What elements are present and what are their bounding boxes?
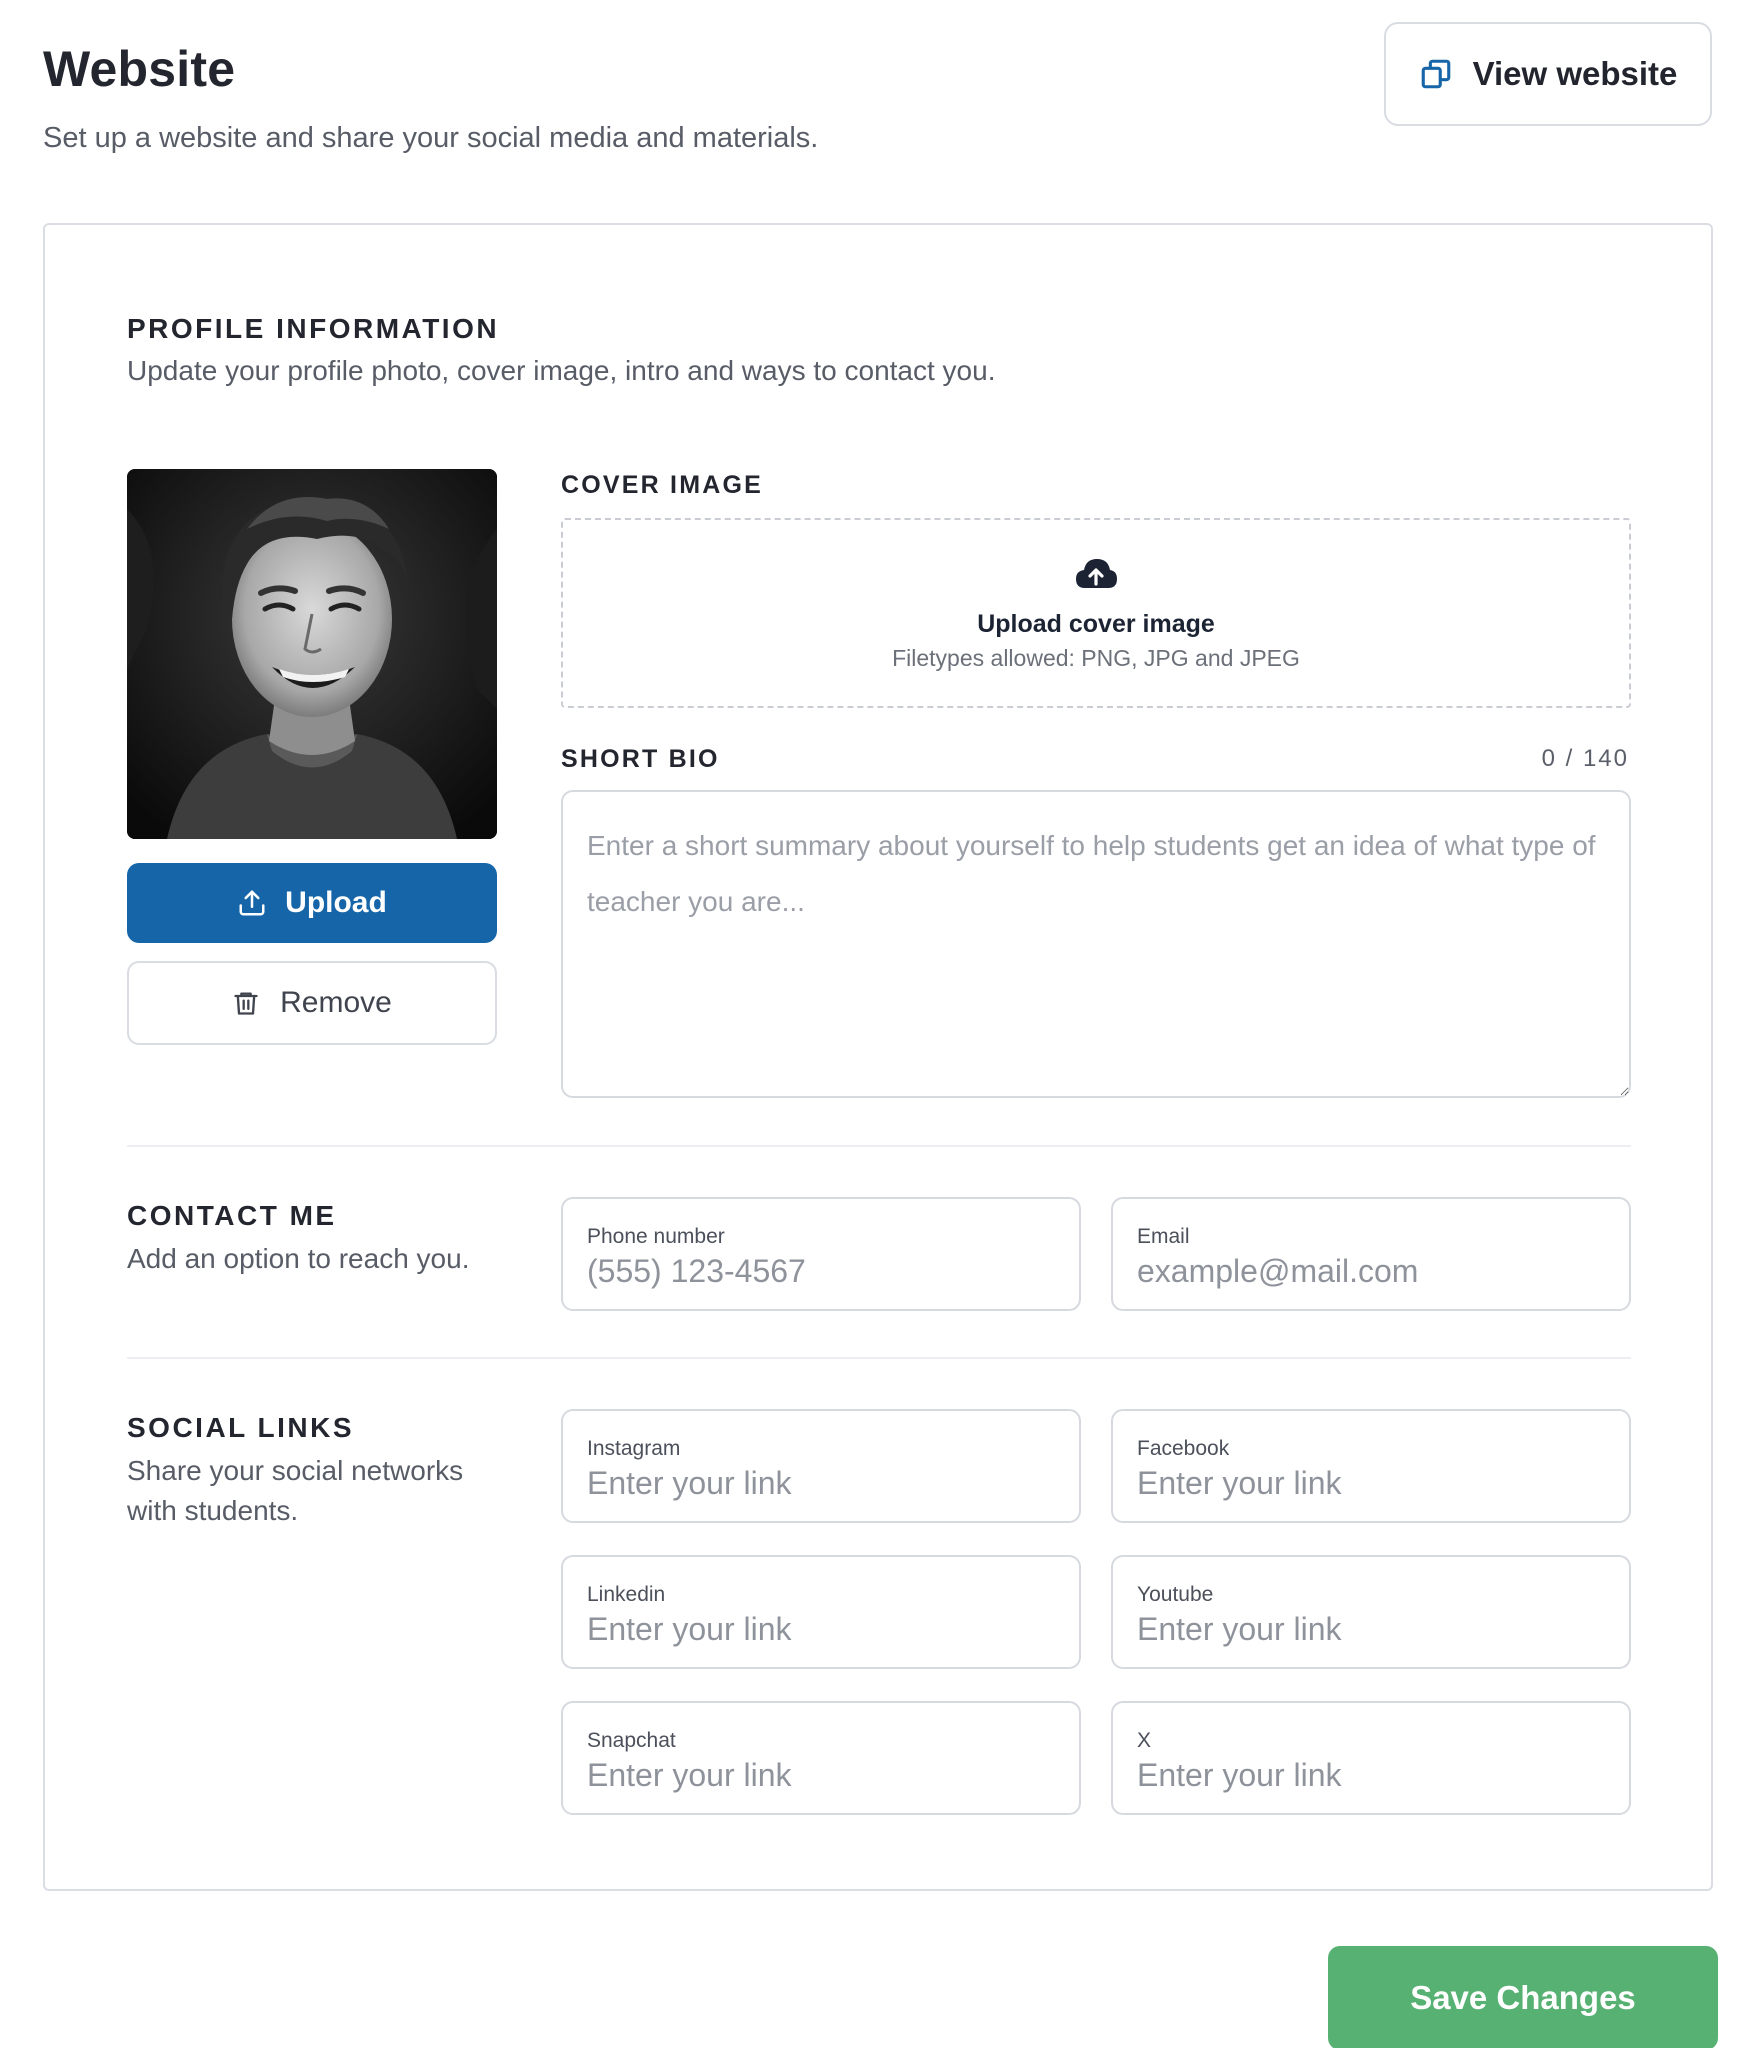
external-link-icon [1419, 57, 1453, 91]
upload-icon [237, 888, 267, 918]
x-field[interactable] [1111, 1701, 1631, 1815]
snapchat-input[interactable] [587, 1757, 1055, 1794]
bio-character-counter: 0 / 140 [1541, 745, 1629, 772]
snapchat-field[interactable] [561, 1701, 1081, 1815]
page-title: Website [43, 41, 236, 97]
save-changes-button[interactable]: Save Changes [1328, 1946, 1718, 2048]
profile-photo [127, 469, 497, 839]
facebook-label: Facebook [1137, 1437, 1230, 1460]
phone-number-label: Phone number [587, 1225, 725, 1248]
short-bio-label: SHORT BIO [561, 745, 720, 773]
instagram-field[interactable] [561, 1409, 1081, 1523]
short-bio-textarea[interactable] [561, 790, 1631, 1098]
instagram-input[interactable] [587, 1465, 1055, 1502]
x-label: X [1137, 1729, 1152, 1752]
phone-number-input[interactable] [587, 1253, 1055, 1290]
cover-image-dropzone[interactable] [561, 518, 1631, 708]
instagram-label: Instagram [587, 1437, 681, 1460]
view-website-button[interactable] [1384, 22, 1712, 126]
trash-icon [232, 989, 260, 1017]
linkedin-input[interactable] [587, 1611, 1055, 1648]
remove-label: Remove [280, 986, 392, 1019]
cover-image-label: COVER IMAGE [561, 471, 763, 499]
upload-photo-button[interactable] [127, 863, 497, 943]
section-divider [127, 1357, 1631, 1359]
contact-section-label: CONTACT ME [127, 1200, 337, 1231]
contact-section-description: Add an option to reach you. [127, 1243, 470, 1274]
upload-label: Upload [285, 886, 387, 919]
youtube-label: Youtube [1137, 1583, 1214, 1606]
section-divider [127, 1145, 1631, 1147]
remove-photo-button[interactable] [127, 961, 497, 1045]
youtube-input[interactable] [1137, 1611, 1605, 1648]
youtube-field[interactable] [1111, 1555, 1631, 1669]
cloud-upload-icon [1074, 556, 1118, 592]
page-subtitle: Set up a website and share your social media and materials. [43, 122, 819, 154]
facebook-field[interactable] [1111, 1409, 1631, 1523]
snapchat-label: Snapchat [587, 1729, 676, 1752]
profile-section-label: PROFILE INFORMATION [127, 313, 500, 344]
social-section-label: SOCIAL LINKS [127, 1412, 355, 1443]
x-input[interactable] [1137, 1757, 1605, 1794]
cover-upload-title: Upload cover image [977, 610, 1215, 638]
view-website-label: View website [1472, 55, 1678, 92]
phone-number-field[interactable] [561, 1197, 1081, 1311]
email-input[interactable] [1137, 1253, 1605, 1290]
linkedin-field[interactable] [561, 1555, 1081, 1669]
email-label: Email [1137, 1225, 1190, 1248]
social-section-description: Share your social networks with students. [127, 1455, 464, 1526]
cover-filetypes-hint: Filetypes allowed: PNG, JPG and JPEG [892, 645, 1300, 671]
profile-section-description: Update your profile photo, cover image, intro and ways to contact you. [127, 355, 996, 386]
email-field[interactable] [1111, 1197, 1631, 1311]
website-settings-card [43, 223, 1713, 1891]
linkedin-label: Linkedin [587, 1583, 666, 1606]
facebook-input[interactable] [1137, 1465, 1605, 1502]
